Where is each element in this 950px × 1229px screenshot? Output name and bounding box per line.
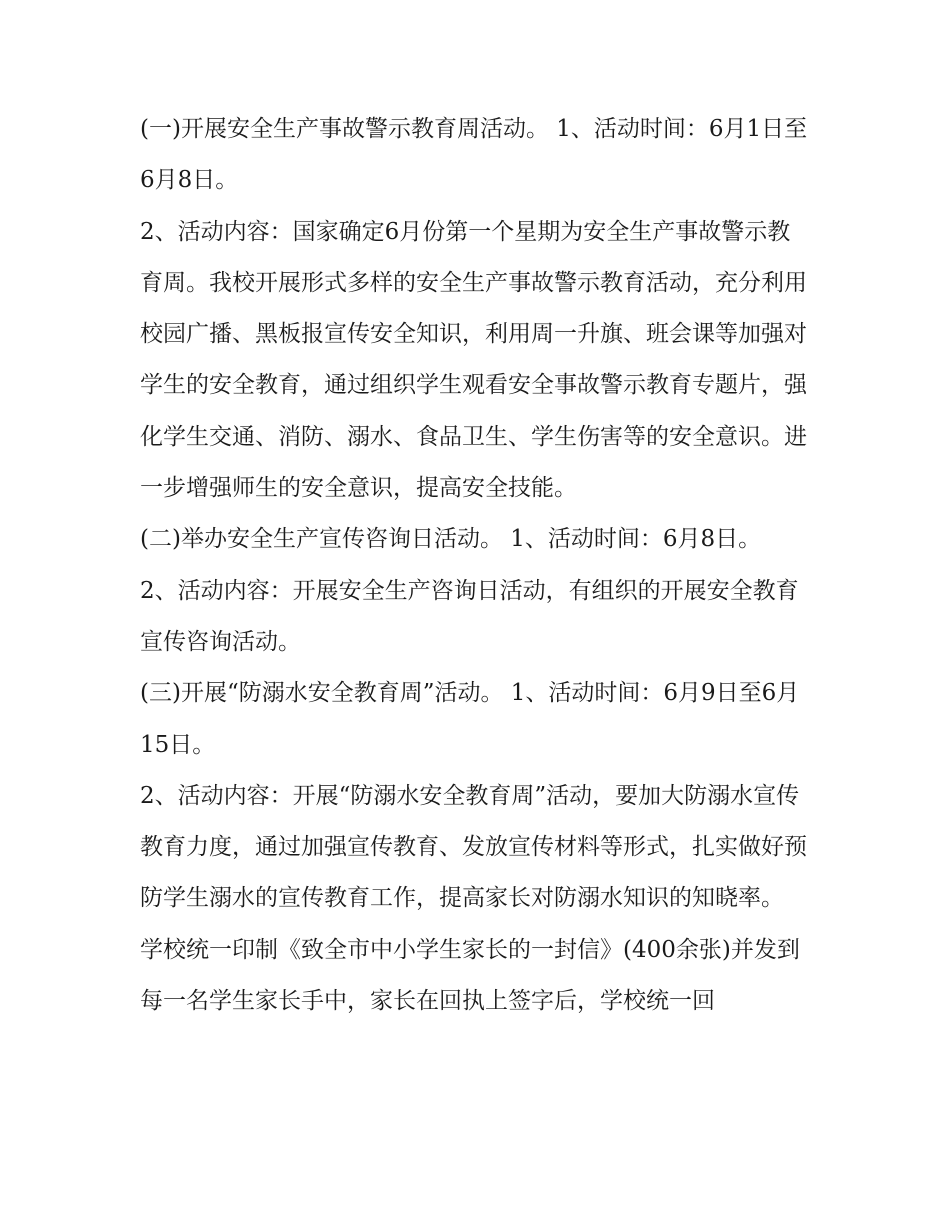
document-body: [140, 104, 812, 1027]
paragraph-1: (一)开展安全生产事故警示教育周活动。 1、活动时间：6月1日至6月8日。: [140, 116, 808, 194]
paragraph-2: 2、活动内容：国家确定6月份第一个星期为安全生产事故警示教育周。我校开展形式多样的安全生产事故警示教育活动，充分利用校园广播、黑板报宣传安全知识，利用周一升旗、班会课等加强对学生的安全教育，通过组织学生观看安全事故警示教育专题片，强化学生交通、消防、溺水、食品卫生、学生伤害等的安全意识。进一步增强师生的安全意识，提高安全技能。: [140, 218, 807, 502]
paragraph-6: 2、活动内容：开展“防溺水安全教育周”活动，要加大防溺水宣传教育力度，通过加强宣传教育、发放宣传材料等形式，扎实做好预防学生溺水的宣传教育工作，提高家长对防溺水知识的知晓率。: [140, 782, 807, 912]
paragraph-4: 2、活动内容：开展安全生产咨询日活动，有组织的开展安全教育宣传咨询活动。: [140, 577, 799, 655]
paragraph-5: (三)开展“防溺水安全教育周”活动。 1、活动时间：6月9日至6月15日。: [140, 680, 800, 758]
paragraph-7: 学校统一印制《致全市中小学生家长的一封信》(400余张)并发到每一名学生家长手中，家长在回执上签字后，学校统一回: [140, 936, 800, 1015]
paragraph-3: (二)举办安全生产宣传咨询日活动。 1、活动时间：6月8日。: [140, 526, 762, 553]
